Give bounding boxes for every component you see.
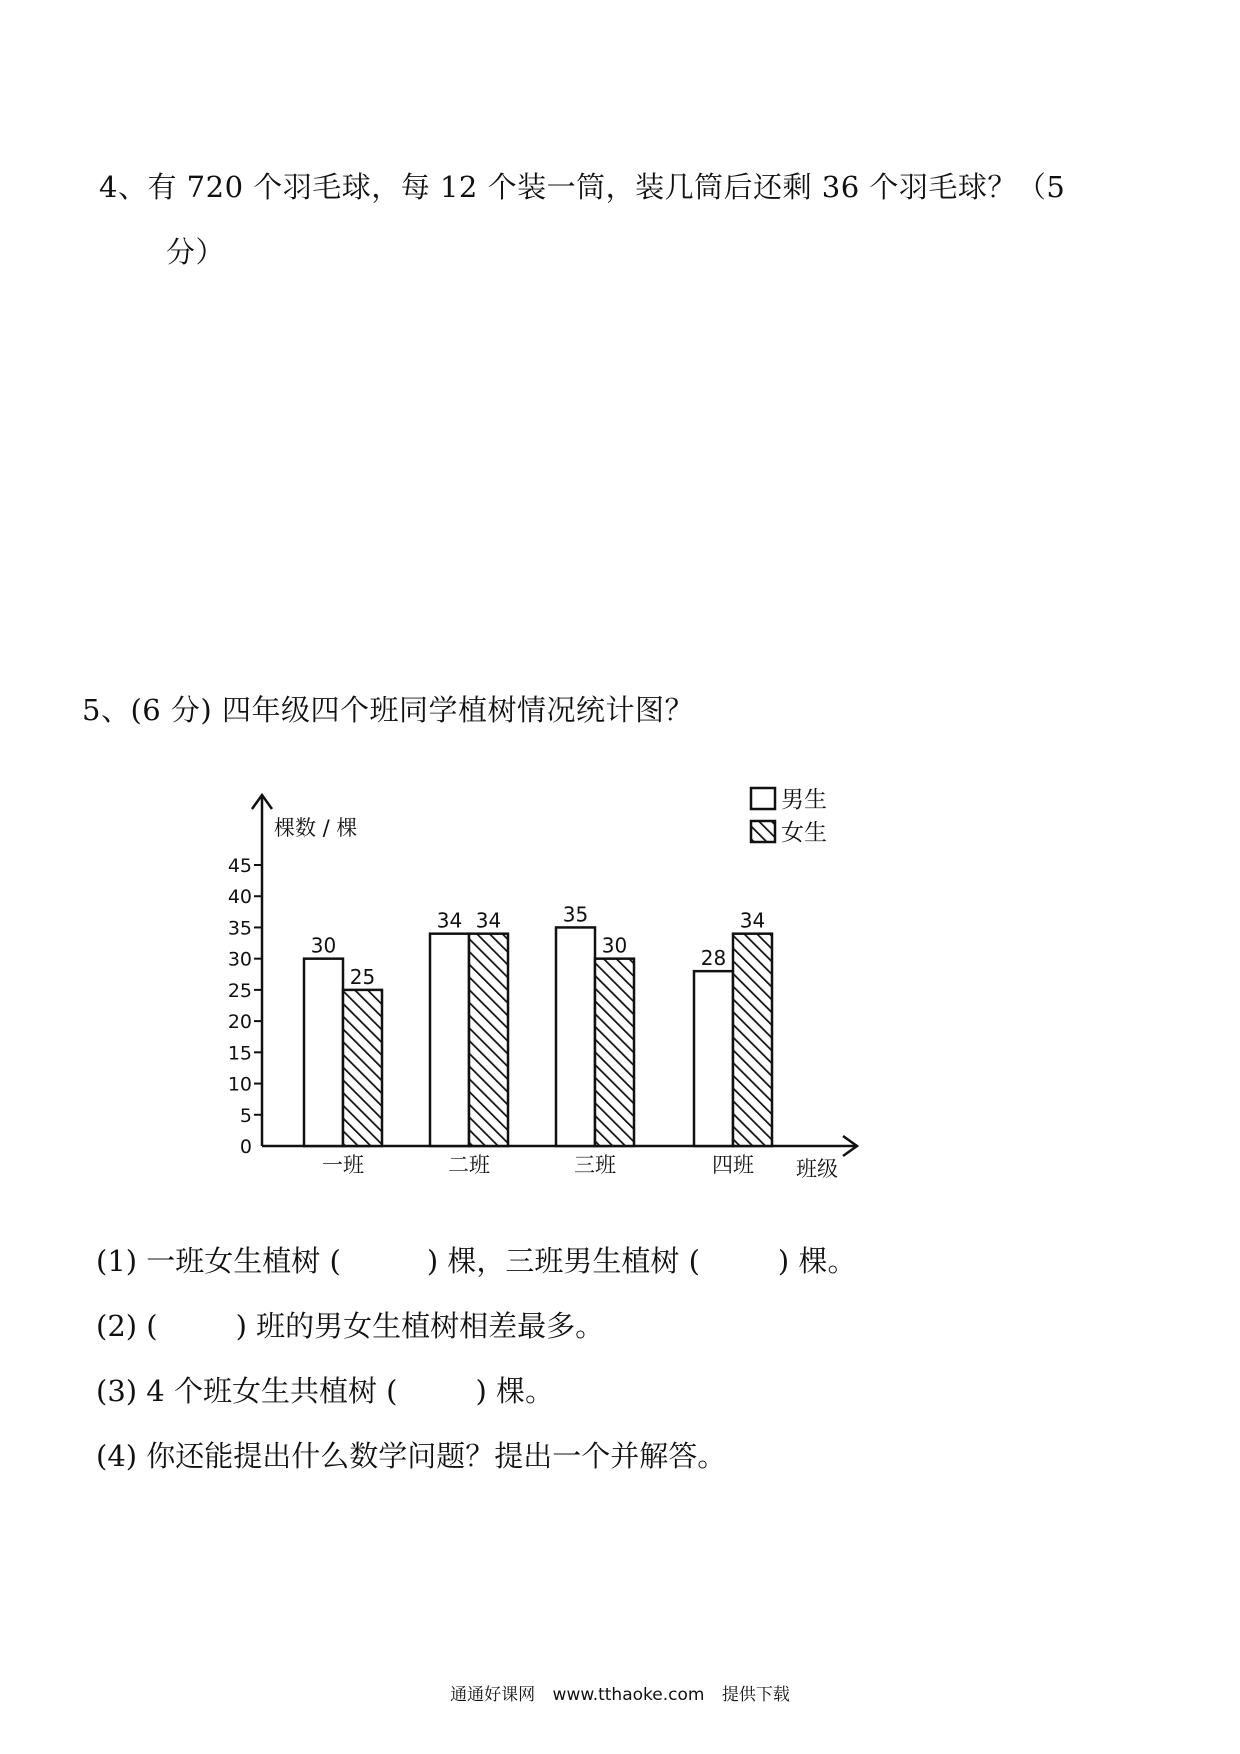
question-4-points: 分） (166, 235, 226, 269)
legend-swatch (751, 788, 775, 809)
bar-value-label: 35 (562, 902, 589, 927)
legend-swatch (751, 821, 775, 842)
y-tick-label: 15 (227, 1042, 252, 1065)
bar-boys (430, 934, 469, 1146)
y-tick-label: 10 (227, 1073, 252, 1096)
bar-girls (733, 934, 772, 1146)
bar-girls (469, 934, 508, 1146)
sub-question-1 (96, 1241, 856, 1281)
y-tick-label: 45 (227, 855, 252, 877)
sub-question-2-part-a: (2) ( (96, 1309, 158, 1343)
y-tick-label: 5 (239, 1104, 252, 1127)
sub-question-1-part-a: (1) 一班女生植树 ( (96, 1244, 341, 1278)
y-tick-label: 30 (227, 948, 252, 971)
y-tick-label: 40 (227, 886, 252, 909)
legend-label: 女生 (781, 820, 827, 846)
category-label: 二班 (448, 1153, 490, 1177)
y-tick-label: 35 (227, 917, 252, 940)
footer-note: 提供下载 (721, 1685, 790, 1705)
question-4-text: 4、有 720 个羽毛球，每 12 个装一筒，装几筒后还剩 36 个羽毛球？（5 (99, 170, 1066, 204)
bar-value-label: 34 (436, 908, 463, 933)
footer (0, 1680, 1240, 1705)
bar-girls (595, 959, 634, 1146)
sub-question-3-part-a: (3) 4 个班女生共植树 ( (96, 1374, 398, 1408)
category-label: 一班 (322, 1153, 364, 1177)
sub-question-2 (96, 1306, 604, 1346)
category-label: 四班 (712, 1153, 754, 1177)
footer-url[interactable]: www.tthaoke.com (552, 1685, 705, 1705)
sub-question-4: (4) 你还能提出什么数学问题？提出一个并解答。 (96, 1439, 727, 1473)
y-tick-label: 25 (227, 979, 252, 1002)
y-tick-label: 20 (227, 1011, 252, 1034)
y-tick-label: 0 (239, 1136, 252, 1158)
bar-value-label: 34 (475, 908, 502, 933)
bar-girls (343, 990, 382, 1146)
bar-value-label: 34 (739, 908, 766, 933)
question-5-title: 5、(6 分) 四年级四个班同学植树情况统计图？ (82, 693, 694, 727)
bar-value-label: 25 (349, 964, 376, 989)
sub-question-2-part-b: ) 班的男女生植树相差最多。 (235, 1309, 605, 1343)
bar-boys (304, 959, 343, 1146)
sub-question-1-part-b: ) 棵，三班男生植树 ( (426, 1244, 700, 1278)
bar-boys (694, 971, 733, 1146)
legend-label: 男生 (781, 787, 827, 813)
footer-site-name: 通通好课网 (450, 1685, 536, 1705)
y-axis-label: 棵数 / 棵 (274, 816, 358, 840)
x-axis-label: 班级 (796, 1157, 838, 1181)
bar-value-label: 30 (601, 933, 628, 958)
bar-value-label: 28 (700, 946, 727, 971)
sub-question-3 (96, 1371, 554, 1411)
sub-question-3-part-b: ) 棵。 (475, 1374, 555, 1408)
category-label: 三班 (574, 1153, 616, 1177)
bar-value-label: 30 (310, 933, 337, 958)
bar-boys (556, 927, 595, 1146)
sub-question-1-part-c: ) 棵。 (777, 1244, 857, 1278)
